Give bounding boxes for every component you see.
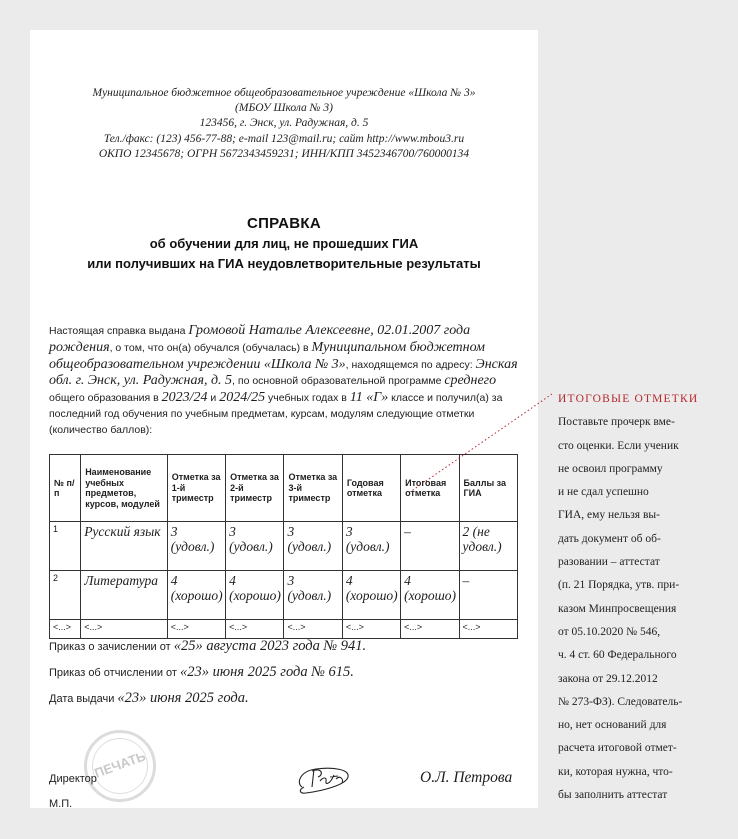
- column-header: Отметка за 3-й триместр: [284, 455, 342, 522]
- column-header: Отметка за 2-й триместр: [226, 455, 284, 522]
- table-cell: 2: [50, 571, 81, 620]
- table-cell: <...>: [284, 620, 342, 639]
- order-label: Приказ о зачислении от: [49, 641, 174, 653]
- sidebar-line: ч. 4 ст. 60 Федерального: [558, 649, 677, 662]
- table-cell: 3 (удовл.): [342, 522, 400, 571]
- sidebar-line: казом Минпросвещения: [558, 602, 677, 615]
- title-line3: или получивших на ГИА неудовлетворительные результаты: [87, 256, 481, 271]
- sidebar-line: но, нет оснований для: [558, 719, 667, 732]
- table-cell: 4 (хорошо): [167, 571, 225, 620]
- header-line: ОКПО 12345678; ОГРН 5672343459231; ИНН/КПП 3452346700/760000134: [98, 147, 470, 160]
- intro-text: , по основной образовательной программе: [232, 375, 445, 388]
- column-header: Наименование учебных предметов, курсов, модулей: [81, 455, 168, 522]
- intro-text: Настоящая справка выдана: [49, 325, 189, 337]
- table-cell: 2 (не удовл.): [459, 522, 517, 571]
- table-cell: Литература: [81, 571, 168, 620]
- order-value: «23» июня 2025 года № 615.: [180, 664, 354, 680]
- title-line2: об обучении для лиц, не прошедших ГИА: [149, 236, 419, 251]
- sidebar-line: сто оценки. Если ученик: [558, 439, 679, 452]
- director-name: О.Л. Петрова: [420, 769, 513, 786]
- sidebar-line: (п. 21 Порядка, утв. при-: [558, 579, 680, 592]
- column-header: Годовая отметка: [342, 455, 400, 522]
- education-level: среднего: [444, 373, 497, 389]
- table-cell: 4 (хорошо): [226, 571, 284, 620]
- sidebar-line: и не сдал успешно: [558, 486, 649, 499]
- header-line: Муниципальное бюджетное общеобразовательное учреждение «Школа № 3»: [92, 87, 476, 99]
- table-cell: <...>: [459, 620, 517, 639]
- header-line: 123456, г. Энск, ул. Радужная, д. 5: [199, 117, 369, 130]
- sidebar-heading: ИТОГОВЫЕ ОТМЕТКИ: [558, 393, 699, 405]
- intro-text: классе и получил(а) за последний год обучения по учебным предметам, курсам, модулям следующие отметки (количество баллов):: [49, 392, 503, 436]
- sidebar-note: [558, 388, 730, 807]
- school-address: Энская обл. г. Энск, ул. Радужная, д. 5: [49, 356, 518, 389]
- table-cell: 3 (удовл.): [284, 522, 342, 571]
- school-name: Муниципальном бюджетном общеобразовательном учреждении «Школа № 3»: [49, 339, 485, 372]
- table-cell: <...>: [226, 620, 284, 639]
- table-cell: 4 (хорошо): [342, 571, 400, 620]
- school-year-2: 2024/25: [219, 390, 266, 406]
- sidebar-line: закона от 29.12.2012: [558, 672, 658, 685]
- mp-label: М.П.: [49, 798, 73, 810]
- table-cell: <...>: [342, 620, 400, 639]
- intro-text: , о том, что он(а) обучался (обучалась) в: [109, 341, 312, 354]
- table-cell: <...>: [81, 620, 168, 639]
- student-name: Громовой Наталье Алексеевне, 02.01.2007 года рождения: [49, 323, 471, 355]
- sidebar-line: расчета итоговой отмет-: [558, 742, 677, 755]
- table-cell: 3 (удовл.): [226, 522, 284, 571]
- order-label: Приказ об отчислении от: [49, 667, 181, 679]
- table-cell: –: [459, 571, 517, 620]
- title-main: СПРАВКА: [246, 215, 322, 232]
- sidebar-line: разовании – аттестат: [558, 556, 660, 569]
- sidebar-line: от 05.10.2020 № 546,: [558, 625, 661, 638]
- table-cell: Русский язык: [81, 522, 168, 571]
- sidebar-line: ки, которая нужна, что-: [558, 765, 673, 778]
- header-line: (МБОУ Школа № 3): [235, 102, 333, 115]
- sidebar-line: дать документ об об-: [558, 532, 661, 545]
- sidebar-line: № 273-ФЗ). Следователь-: [558, 695, 683, 708]
- final-grade-cell: –: [401, 522, 459, 571]
- table-cell: 4 (хорошо): [401, 571, 459, 620]
- table-cell: <...>: [50, 620, 81, 639]
- order-value: «23» июня 2025 года.: [117, 690, 249, 706]
- column-header: Баллы за ГИА: [459, 455, 517, 522]
- intro-text: и: [207, 392, 220, 405]
- table-cell: 3 (удовл.): [284, 571, 342, 620]
- sidebar-line: не освоил программу: [558, 462, 663, 475]
- intro-text: , находящемся по адресу:: [345, 358, 476, 371]
- stamp-label: ПЕЧАТЬ: [92, 748, 148, 781]
- column-header: № п/п: [50, 455, 81, 522]
- intro-text: общего образования в: [49, 392, 162, 405]
- order-label: Дата выдачи: [49, 693, 118, 705]
- table-cell: 1: [50, 522, 81, 571]
- sidebar-line: ГИА, ему нельзя вы-: [558, 509, 660, 522]
- table-cell: <...>: [167, 620, 225, 639]
- column-header: Отметка за 1-й триместр: [167, 455, 225, 522]
- director-label: Директор: [49, 773, 97, 785]
- column-header: Итоговая отметка: [401, 455, 459, 522]
- header-line: Тел./факс: (123) 456-77-88; e-mail 123@mail.ru; сайт http://www.mbou3.ru: [103, 132, 465, 145]
- table-cell: 3 (удовл.): [167, 522, 225, 571]
- intro-text: учебных годах в: [265, 392, 350, 405]
- class-name: 11 «Г»: [349, 390, 389, 406]
- sidebar-line: Поставьте прочерк вме-: [558, 416, 675, 429]
- order-value: «25» августа 2023 года № 941.: [173, 638, 367, 654]
- table-cell: <...>: [401, 620, 459, 639]
- school-year-1: 2023/24: [161, 390, 208, 406]
- sidebar-line: бы заполнить аттестат: [558, 789, 668, 802]
